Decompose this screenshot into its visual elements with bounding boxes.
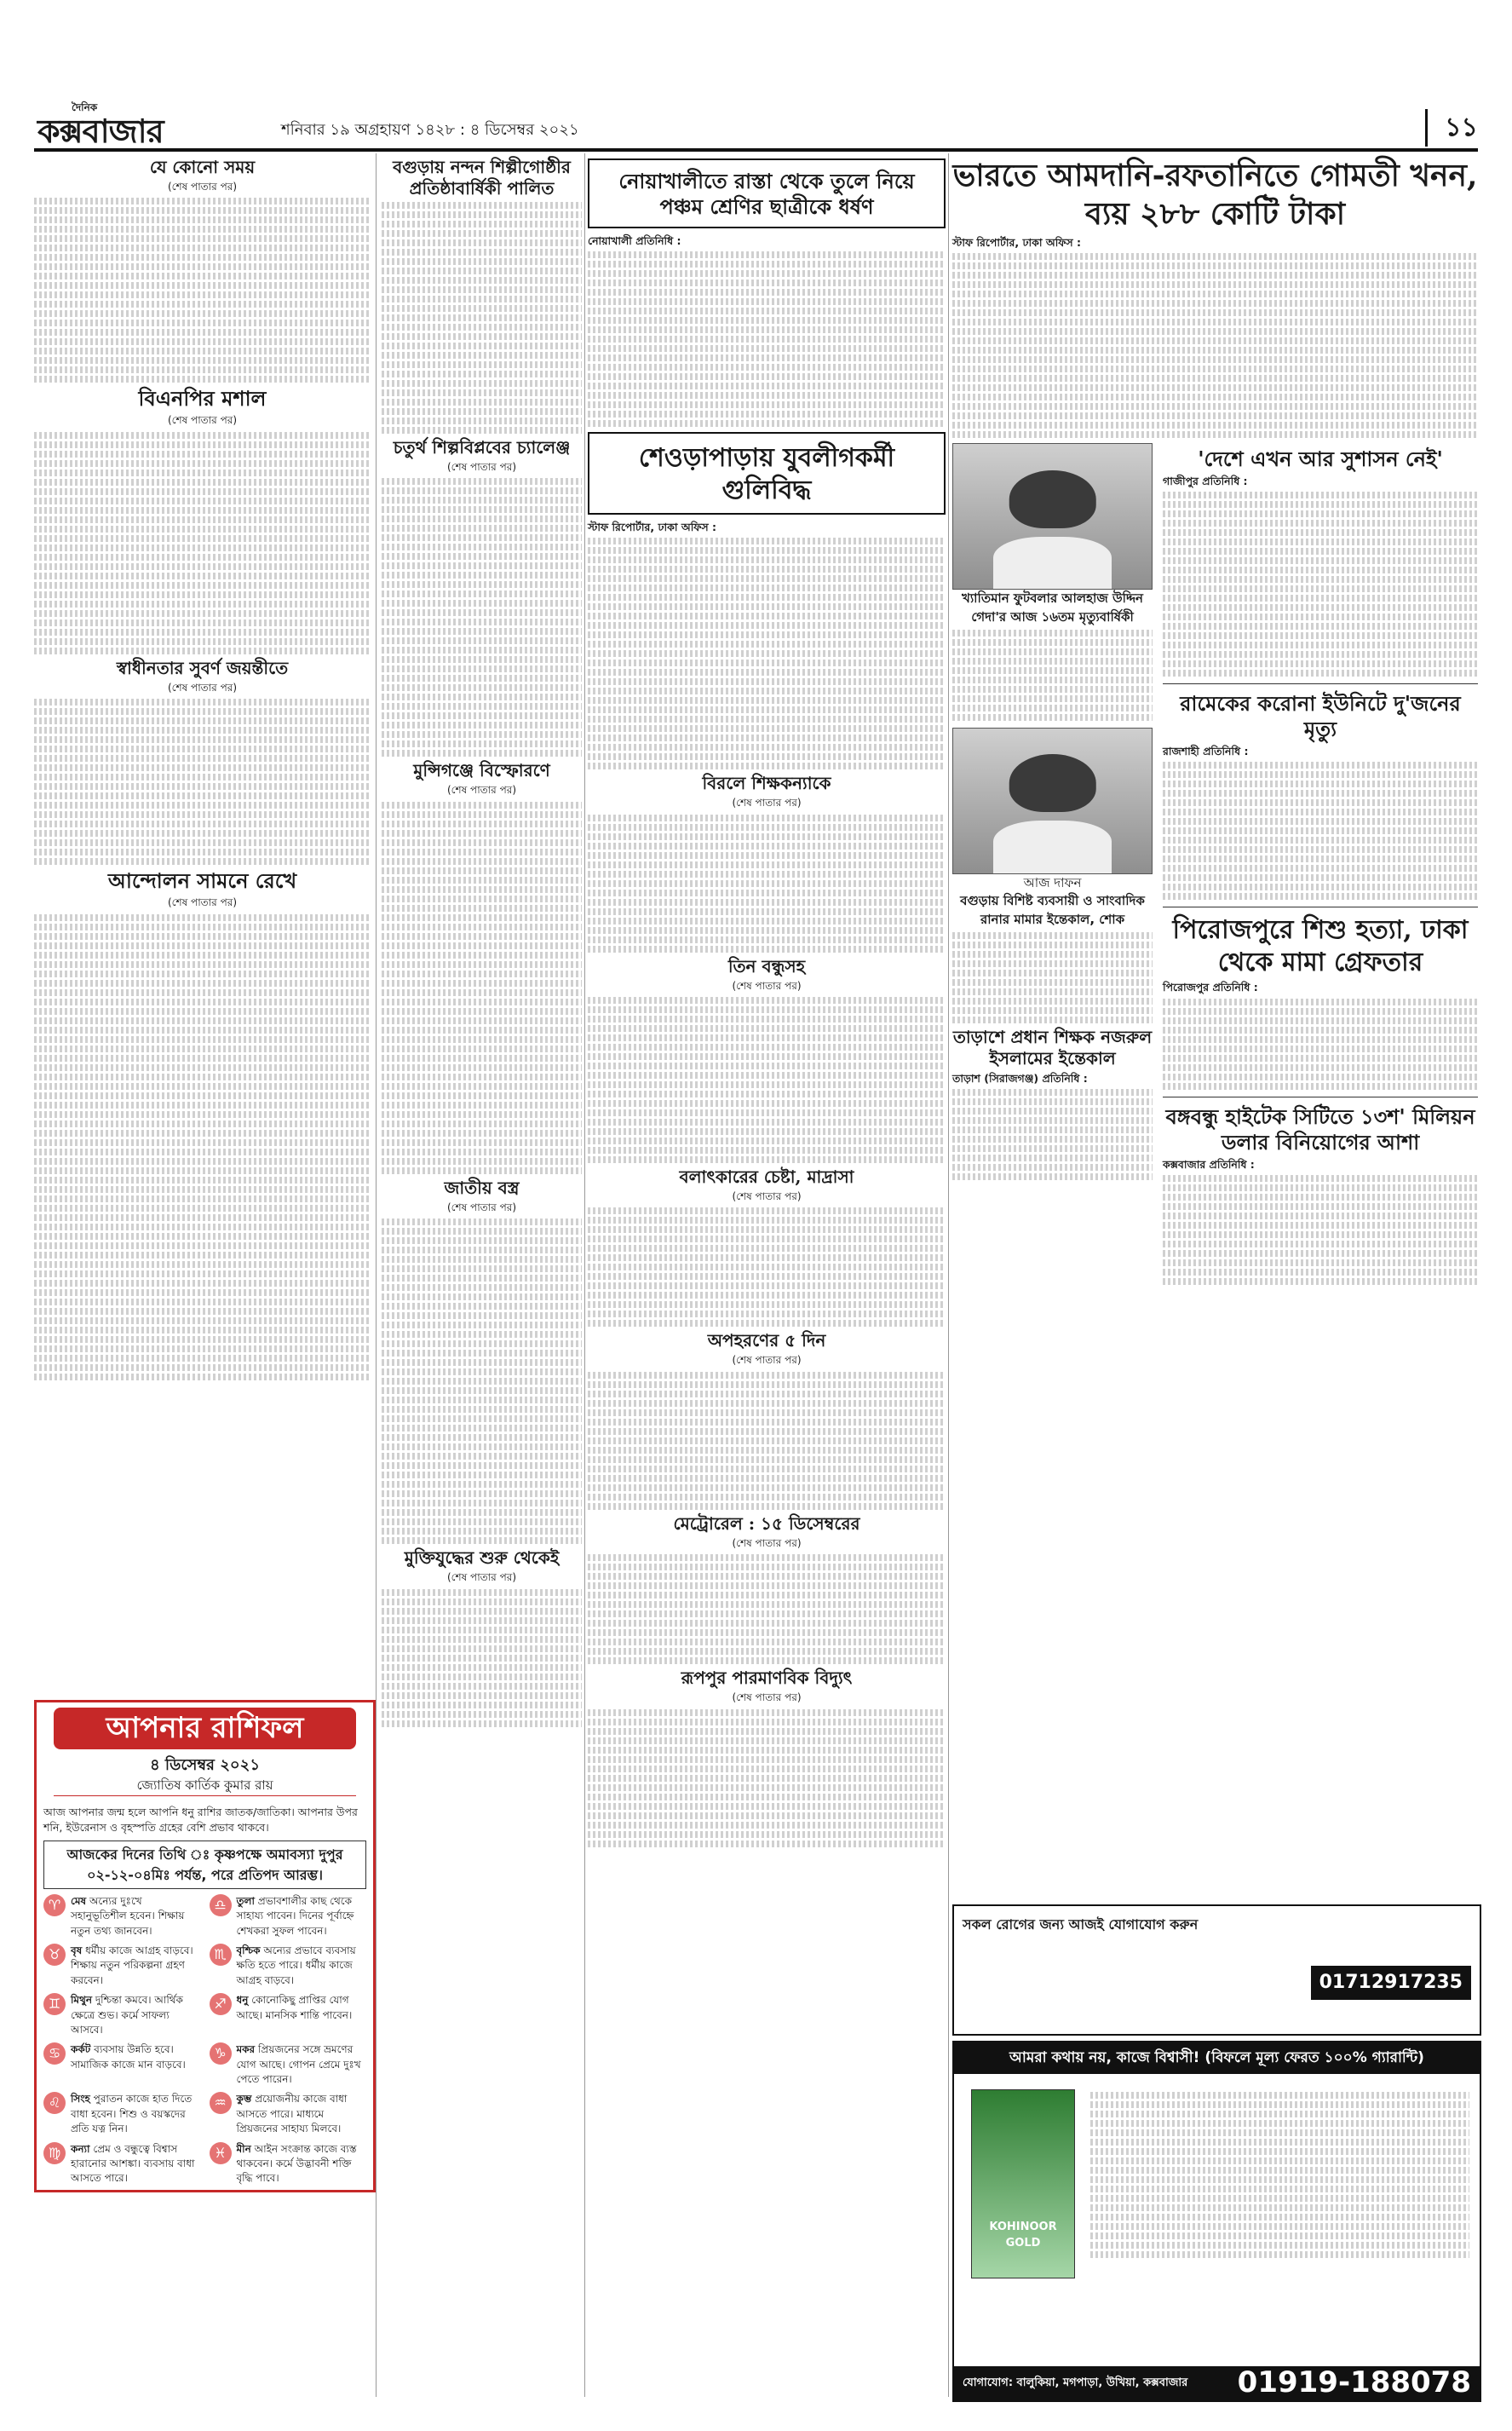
headline: 'দেশে এখন আর সুশাসন নেই' — [1198, 446, 1443, 472]
headline: তিন বন্ধুসহ — [727, 955, 806, 976]
headline: জাতীয় বস্ত্র — [444, 1177, 520, 1198]
horoscope-intro: আজ আপনার জন্ম হলে আপনি ধনু রাশির জাতক/জাতিকা। আপনার উপর শনি, ইউরেনাস ও বৃহস্পতি গ্রহের বেশি প্রভাব থাকবে। — [43, 1806, 358, 1835]
article-body — [34, 914, 371, 1380]
headline: তাড়াশে প্রধান শিক্ষক নজরুল ইসলামের ইন্তেকাল — [952, 1026, 1153, 1069]
zodiac-sign-item — [43, 2092, 201, 2136]
zodiac-text — [237, 1993, 367, 2023]
zodiac-icon: ♑ — [210, 2042, 232, 2065]
headline: পিরোজপুরে শিশু হত্যা, ঢাকা থেকে মামা গ্রেফতার — [1172, 915, 1469, 977]
zodiac-sign-item — [210, 1944, 367, 1988]
zodiac-text — [71, 1993, 201, 2037]
column-rule — [948, 153, 949, 2397]
photo-caption: খ্যাতিমান ফুটবলার আলহাজ উদ্দিন গেদা'র আজ ১৬তম মৃত্যুবার্ষিকী — [961, 590, 1143, 625]
article-body — [952, 235, 1478, 438]
zodiac-sign-item — [210, 2092, 367, 2136]
zodiac-icon: ♌ — [43, 2092, 66, 2114]
headline: মুন্সিগঞ্জে বিস্ফোরণে — [413, 760, 550, 781]
headline: চতুর্থ শিল্পবিপ্লবের চ্যালেঞ্জ — [393, 437, 571, 458]
byline: স্টাফ রিপোর্টার, ঢাকা অফিস : — [588, 521, 717, 534]
subhead: (শেষ পাতার পর) — [732, 979, 802, 992]
zodiac-sign-item — [210, 2142, 367, 2186]
ad-phone: 01712917235 — [1311, 1966, 1471, 2000]
zodiac-forecast: কোনোকিছু প্রাপ্তির যোগ আছে। মানসিক শান্তি পাবেন। — [236, 1994, 353, 2021]
zodiac-name: ধনু — [236, 1994, 249, 2007]
zodiac-sign-item — [210, 1894, 367, 1938]
zodiac-forecast: অন্যের প্রভাবে ব্যবসায় ক্ষতি হতে পারে। ধর্মীয় কাজে আগ্রহ বাড়বে। — [236, 1944, 356, 1986]
masthead — [34, 94, 1478, 152]
zodiac-icon: ♍ — [43, 2142, 66, 2164]
portrait-photo — [952, 728, 1153, 874]
byline: স্টাফ রিপোর্টার, ঢাকা অফিস : — [952, 236, 1082, 249]
zodiac-forecast: প্রিয়জনের সঙ্গে ভ্রমণের যোগ আছে। গোপন প্রেমে দুঃখ পেতে পারেন। — [236, 2043, 361, 2086]
column-2 — [382, 153, 582, 1730]
column-4 — [952, 153, 1478, 1288]
column-rule — [376, 153, 377, 2397]
zodiac-forecast: প্রেম ও বন্ধুত্বে বিশ্বাস হারানোর আশঙ্কা। ব্যবসায় বাধা আসতে পারে। — [71, 2142, 195, 2185]
zodiac-text — [237, 2042, 367, 2087]
zodiac-forecast: ধর্মীয় কাজে আগ্রহ বাড়বে। শিক্ষায় নতুন পরিকল্পনা গ্রহণ করবেন। — [71, 1944, 193, 1986]
headline: ভারতে আমদানি-রফতানিতে গোমতী খনন, ব্যয় ২৮৮ কোটি টাকা — [952, 158, 1478, 232]
article-body — [588, 997, 946, 1163]
logo-small-text: দৈনিক — [72, 101, 98, 113]
zodiac-text — [237, 2092, 367, 2136]
dateline: শনিবার ১৯ অগ্রহায়ণ ১৪২৮ : ৪ ডিসেম্বর ২০২১ — [281, 121, 579, 139]
article-body — [382, 1589, 582, 1727]
zodiac-name: মকর — [236, 2043, 256, 2056]
article-body — [382, 478, 582, 757]
subhead: (শেষ পাতার পর) — [446, 461, 517, 473]
subhead: (শেষ পাতার পর) — [732, 1691, 802, 1704]
subhead: (শেষ পাতার পর) — [732, 1536, 802, 1549]
headline: রামেকের করোনা ইউনিটে দু'জনের মৃত্যু — [1180, 691, 1461, 742]
zodiac-icon: ♈ — [43, 1894, 66, 1916]
article-body — [34, 432, 371, 654]
horoscope-box — [34, 1700, 376, 2192]
article-body — [588, 1554, 946, 1664]
newspaper-logo — [37, 101, 199, 150]
article-body — [34, 198, 371, 383]
subhead: (শেষ পাতার পর) — [167, 681, 238, 694]
zodiac-text — [71, 2092, 201, 2136]
subhead: (শেষ পাতার পর) — [446, 1571, 517, 1584]
article-body — [34, 699, 371, 865]
byline: কক্সবাজার প্রতিনিধি : — [1163, 1157, 1255, 1171]
article-body — [382, 1218, 582, 1544]
zodiac-text — [71, 1894, 201, 1938]
column-rule — [584, 153, 585, 2397]
headline: বিরলে শিক্ষকন্যাকে — [702, 773, 831, 794]
ad-footer — [954, 2366, 1480, 2400]
byline: তাড়াশ (সিরাজগঞ্জ) প্রতিনিধি : — [952, 1071, 1088, 1085]
zodiac-icon: ♊ — [43, 1993, 66, 2015]
zodiac-name: মীন — [236, 2142, 251, 2155]
zodiac-icon: ♉ — [43, 1944, 66, 1966]
ad-headline: আমরা কথায় নয়, কাজে বিশ্বাসী! (বিফলে মূল্য ফেরত ১০০% গ্যারান্টি) — [954, 2042, 1480, 2074]
lead-story-head-box — [588, 158, 946, 228]
zodiac-forecast: অন্যের দুঃখে সহানুভূতিশীল হবেন। শিক্ষায় নতুন তথ্য জানবেন। — [71, 1894, 185, 1937]
zodiac-name: সিংহ — [71, 2093, 90, 2106]
article-body — [382, 202, 582, 434]
subhead: (শেষ পাতার পর) — [167, 181, 238, 193]
headline: বগুড়ায় নন্দন শিল্পীগোষ্ঠীর প্রতিষ্ঠাবার্ষিকী পালিত — [393, 157, 571, 199]
zodiac-text — [71, 1944, 201, 1988]
advertisement-1 — [952, 1904, 1481, 2036]
headline: মেট্রোরেল : ১৫ ডিসেম্বরের — [673, 1512, 860, 1534]
photo-block — [952, 443, 1153, 1288]
advertisement-2 — [952, 2041, 1481, 2402]
horoscope-tithi: আজকের দিনের তিথি ঃ কৃষ্ণপক্ষে অমাবস্যা দুপুর ০২-১২-০৪মিঃ পর্যন্ত, পরে প্রতিপদ আরম্ভ। — [43, 1841, 366, 1888]
byline: নোয়াখালী প্রতিনিধি : — [588, 234, 681, 247]
zodiac-name: তুলা — [236, 1894, 255, 1907]
zodiac-forecast: দুশ্চিন্তা কমবে। আর্থিক ক্ষেত্রে শুভ। কর্মে সাফল্য আসবে। — [71, 1994, 183, 2036]
zodiac-name: বৃশ্চিক — [236, 1944, 261, 1956]
zodiac-sign-item — [210, 1993, 367, 2037]
subhead: (শেষ পাতার পর) — [732, 1354, 802, 1367]
horoscope-date: ৪ ডিসেম্বর ২০২১ — [149, 1756, 261, 1775]
logo-name: কক্সবাজার — [37, 112, 164, 150]
zodiac-icon: ♒ — [210, 2092, 232, 2114]
headline: বিএনপির মশাল — [138, 386, 267, 412]
headline: স্বাধীনতার সুবর্ণ জয়ন্তীতে — [116, 657, 289, 678]
column-3 — [588, 153, 946, 1850]
ad-phone: 01919-188078 — [1237, 2365, 1471, 2400]
zodiac-sign-item — [210, 2042, 367, 2087]
zodiac-name: মেষ — [71, 1894, 87, 1907]
zodiac-icon: ♎ — [210, 1894, 232, 1916]
zodiac-text — [237, 1894, 367, 1938]
horoscope-title: আপনার রাশিফল — [54, 1708, 356, 1749]
zodiac-sign-item — [43, 2142, 201, 2186]
headline: যে কোনো সময় — [149, 157, 256, 177]
zodiac-icon: ♓ — [210, 2142, 232, 2164]
zodiac-name: মিথুন — [71, 1994, 93, 2007]
zodiac-name: কর্কট — [71, 2043, 91, 2056]
headline: বঙ্গবন্ধু হাইটেক সিটিতে ১৩শ' মিলিয়ন ডলার বিনিয়োগের আশা — [1165, 1103, 1475, 1155]
byline: গাজীপুর প্রতিনিধি : — [1163, 475, 1248, 488]
zodiac-sign-item — [43, 1894, 201, 1938]
product-name: KOHINOOR GOLD — [989, 2221, 1057, 2250]
column-1 — [34, 153, 371, 1383]
article-body — [588, 520, 946, 769]
article-body — [588, 233, 946, 427]
portrait-photo — [952, 443, 1153, 590]
ad-text: সকল রোগের জন্য আজই যোগাযোগ করুন — [963, 1916, 1199, 1933]
headline: বলাৎকারের চেষ্টা, মাদ্রাসা — [679, 1167, 854, 1188]
byline: পিরোজপুর প্রতিনিধি : — [1163, 981, 1258, 994]
photo-caption: বগুড়ায় বিশিষ্ট ব্যবসায়ী ও সাংবাদিক রানার মামার ইন্তেকাল, শোক — [960, 893, 1145, 928]
zodiac-text — [71, 2042, 201, 2072]
zodiac-forecast: প্রয়োজনীয় কাজে বাধা আসতে পারে। মাধ্যমে প্রিয়জনের সাহায্য মিলবে। — [236, 2093, 348, 2135]
headline: মুক্তিযুদ্ধের শুরু থেকেই — [404, 1547, 560, 1569]
headline: নোয়াখালীতে রাস্তা থেকে তুলে নিয়ে পঞ্চম শ্রেণির ছাত্রীকে ধর্ষণ — [618, 169, 915, 219]
zodiac-icon: ♏ — [210, 1944, 232, 1966]
zodiac-sign-list — [43, 1894, 366, 2186]
zodiac-text — [71, 2142, 201, 2186]
headline: অপহরণের ৫ দিন — [707, 1330, 826, 1351]
zodiac-icon: ♐ — [210, 1993, 232, 2015]
zodiac-name: কুম্ভ — [236, 2093, 252, 2106]
zodiac-forecast: ব্যবসায় উন্নতি হবে। সামাজিক কাজে মান বাড়বে। — [71, 2043, 186, 2071]
photo-caption-top: আজ দাফন — [1023, 874, 1082, 890]
subhead: (শেষ পাতার পর) — [167, 896, 238, 909]
subhead: (শেষ পাতার পর) — [167, 414, 238, 427]
zodiac-name: বৃষ — [71, 1944, 83, 1956]
story-head-box — [588, 432, 946, 515]
zodiac-sign-item — [43, 1993, 201, 2037]
zodiac-forecast: প্রভাবশালীর কাছ থেকে সাহায্য পাবেন। দিনের পূর্বাহ্নে শেখকরা সুফল পাবেন। — [236, 1894, 354, 1937]
zodiac-forecast: পুরাতন কাজে হাত দিতে বাধা হবেন। শিশু ও বয়স্কদের প্রতি যত্ন নিন। — [71, 2093, 193, 2135]
zodiac-sign-item — [43, 1944, 201, 1988]
byline: রাজশাহী প্রতিনিধি : — [1163, 745, 1249, 758]
page-number: ১১ — [1425, 109, 1478, 147]
zodiac-text — [237, 2142, 367, 2186]
zodiac-forecast: আইন সংক্রান্ত কাজে ব্যস্ত থাকবেন। কর্মে উদ্ভাবনী শক্তি বৃদ্ধি পাবে। — [236, 2142, 357, 2185]
headline: শেওড়াপাড়ায় যুবলীগকর্মী গুলিবিদ্ধ — [638, 443, 895, 505]
subhead: (শেষ পাতার পর) — [732, 1190, 802, 1203]
zodiac-text — [237, 1944, 367, 1988]
article-body — [588, 1207, 946, 1327]
zodiac-name: কন্যা — [71, 2142, 90, 2155]
headline: রূপপুর পারমাণবিক বিদ্যুৎ — [681, 1668, 853, 1689]
ad-address: যোগাযোগ: বালুকিয়া, মগপাড়া, উখিয়া, কক্সবাজার — [963, 2376, 1188, 2389]
article-body — [588, 1372, 946, 1510]
subhead: (শেষ পাতার পর) — [732, 797, 802, 809]
ad-body — [1090, 2089, 1469, 2261]
product-image — [971, 2089, 1075, 2278]
article-body — [382, 802, 582, 1174]
horoscope-astrologer: জ্যোতিষ কার্তিক কুমার রায় — [54, 1777, 356, 1796]
article-body — [588, 815, 946, 953]
subhead: (শেষ পাতার পর) — [446, 784, 517, 797]
headline: আন্দোলন সামনে রেখে — [107, 868, 297, 894]
zodiac-sign-item — [43, 2042, 201, 2087]
zodiac-icon: ♋ — [43, 2042, 66, 2065]
right-subcolumn — [1163, 443, 1478, 1288]
article-body — [588, 1709, 946, 1847]
subhead: (শেষ পাতার পর) — [446, 1201, 517, 1213]
